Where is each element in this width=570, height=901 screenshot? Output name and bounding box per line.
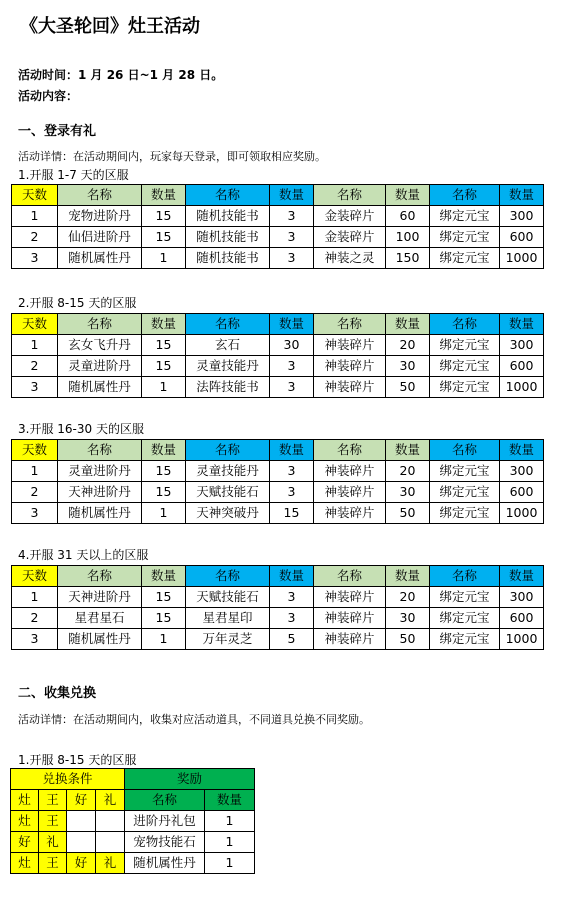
exchange-char-header: 灶 — [11, 790, 39, 811]
exchange-char-header: 好 — [67, 790, 96, 811]
table-cell: 神装碎片 — [314, 503, 386, 524]
exchange-reward-name: 进阶丹礼包 — [125, 811, 205, 832]
table-cell: 天赋技能石 — [186, 587, 270, 608]
table-cell: 1 — [12, 206, 58, 227]
table-header-cell: 数量 — [386, 566, 430, 587]
table-cell: 玄石 — [186, 335, 270, 356]
exchange-condition-cell: 灶 — [11, 811, 39, 832]
table-cell: 15 — [142, 356, 186, 377]
table-cell: 15 — [142, 227, 186, 248]
table-cell: 天赋技能石 — [186, 482, 270, 503]
table-cell: 15 — [142, 206, 186, 227]
exchange-condition-cell: 礼 — [96, 853, 125, 874]
table-cell: 神装之灵 — [314, 248, 386, 269]
table-cell: 随机属性丹 — [58, 503, 142, 524]
table-header-cell: 名称 — [58, 314, 142, 335]
table-row — [12, 335, 544, 356]
section-login-heading: 一、登录有礼 — [18, 124, 97, 139]
table-cell: 1000 — [500, 629, 544, 650]
table-cell: 灵童技能丹 — [186, 461, 270, 482]
table-cell: 3 — [12, 629, 58, 650]
exchange-condition-cell: 王 — [39, 853, 67, 874]
exchange-table-subtitle: 1.开服 8-15 天的区服 — [18, 753, 137, 767]
table-cell: 灵童进阶丹 — [58, 356, 142, 377]
table-cell: 1 — [12, 335, 58, 356]
table-cell: 绑定元宝 — [430, 335, 500, 356]
table-cell: 绑定元宝 — [430, 377, 500, 398]
table-header-cell: 数量 — [500, 440, 544, 461]
exchange-reward-qty: 1 — [205, 853, 255, 874]
table-row — [12, 206, 544, 227]
table-header-row — [12, 440, 544, 461]
page-title: 《大圣轮回》灶王活动 — [20, 16, 200, 37]
table-cell: 绑定元宝 — [430, 248, 500, 269]
table-cell: 50 — [386, 503, 430, 524]
table-cell: 30 — [270, 335, 314, 356]
table-cell: 3 — [12, 377, 58, 398]
login-table-subtitle: 2.开服 8-15 天的区服 — [18, 296, 137, 310]
table-cell: 神装碎片 — [314, 335, 386, 356]
table-row — [12, 227, 544, 248]
table-header-cell: 名称 — [430, 566, 500, 587]
table-row — [12, 248, 544, 269]
table-cell: 15 — [142, 587, 186, 608]
table-row — [12, 461, 544, 482]
table-cell: 金装碎片 — [314, 227, 386, 248]
table-cell: 1 — [142, 629, 186, 650]
table-cell: 300 — [500, 206, 544, 227]
table-row — [12, 629, 544, 650]
exchange-reward-name: 宠物技能石 — [125, 832, 205, 853]
table-header-cell: 天数 — [12, 566, 58, 587]
table-cell: 3 — [270, 356, 314, 377]
table-cell: 仙侣进阶丹 — [58, 227, 142, 248]
exchange-char-header: 王 — [39, 790, 67, 811]
table-cell: 15 — [142, 335, 186, 356]
table-cell: 绑定元宝 — [430, 482, 500, 503]
table-cell: 天神进阶丹 — [58, 587, 142, 608]
table-cell: 神装碎片 — [314, 629, 386, 650]
table-header-cell: 数量 — [270, 314, 314, 335]
table-cell: 15 — [142, 482, 186, 503]
table-header-cell: 名称 — [314, 566, 386, 587]
table-cell: 3 — [270, 248, 314, 269]
table-cell: 3 — [270, 206, 314, 227]
table-header-cell: 数量 — [270, 440, 314, 461]
table-cell: 2 — [12, 482, 58, 503]
table-cell: 法阵技能书 — [186, 377, 270, 398]
table-header-cell: 名称 — [430, 440, 500, 461]
table-header-cell: 数量 — [270, 185, 314, 206]
table-cell: 600 — [500, 227, 544, 248]
login-table-subtitle: 3.开服 16-30 天的区服 — [18, 422, 144, 436]
table-header-cell: 数量 — [142, 185, 186, 206]
table-cell: 随机属性丹 — [58, 377, 142, 398]
exchange-condition-cell: 好 — [67, 853, 96, 874]
table-cell: 随机技能书 — [186, 248, 270, 269]
table-cell: 绑定元宝 — [430, 503, 500, 524]
table-cell: 星君星石 — [58, 608, 142, 629]
table-cell: 1000 — [500, 377, 544, 398]
table-cell: 30 — [386, 356, 430, 377]
table-header-cell: 数量 — [500, 314, 544, 335]
table-row — [11, 853, 255, 874]
table-cell: 1000 — [500, 248, 544, 269]
table-cell: 绑定元宝 — [430, 608, 500, 629]
table-header-cell: 数量 — [270, 566, 314, 587]
table-cell: 3 — [270, 608, 314, 629]
table-cell: 1000 — [500, 503, 544, 524]
table-cell: 1 — [142, 503, 186, 524]
table-cell: 绑定元宝 — [430, 587, 500, 608]
table-cell: 随机属性丹 — [58, 629, 142, 650]
table-cell: 星君星印 — [186, 608, 270, 629]
section-exchange-detail: 活动详情：在活动期间内，收集对应活动道具，不同道具兑换不同奖励。 — [18, 713, 370, 726]
table-cell: 100 — [386, 227, 430, 248]
exchange-condition-cell: 好 — [11, 832, 39, 853]
exchange-condition-cell: 礼 — [39, 832, 67, 853]
table-row — [12, 503, 544, 524]
table-cell: 神装碎片 — [314, 587, 386, 608]
table-header-cell: 名称 — [430, 314, 500, 335]
table-cell: 绑定元宝 — [430, 461, 500, 482]
exchange-reward-header: 奖励 — [125, 769, 255, 790]
exchange-reward-qty: 1 — [205, 811, 255, 832]
exchange-condition-cell — [96, 832, 125, 853]
table-header-cell: 名称 — [186, 185, 270, 206]
exchange-reward-qty: 1 — [205, 832, 255, 853]
exchange-condition-cell: 王 — [39, 811, 67, 832]
table-cell: 300 — [500, 587, 544, 608]
table-row — [12, 356, 544, 377]
table-header-cell: 数量 — [386, 440, 430, 461]
table-cell: 神装碎片 — [314, 356, 386, 377]
table-row — [12, 587, 544, 608]
event-content-label: 活动内容： — [18, 89, 79, 103]
table-cell: 2 — [12, 356, 58, 377]
table-cell: 5 — [270, 629, 314, 650]
exchange-name-header: 名称 — [125, 790, 205, 811]
table-cell: 3 — [270, 377, 314, 398]
table-cell: 15 — [270, 503, 314, 524]
table-cell: 宠物进阶丹 — [58, 206, 142, 227]
table-cell: 15 — [142, 461, 186, 482]
table-cell: 150 — [386, 248, 430, 269]
table-cell: 天神进阶丹 — [58, 482, 142, 503]
exchange-qty-header: 数量 — [205, 790, 255, 811]
table-cell: 1 — [12, 461, 58, 482]
event-time: 活动时间：1 月 26 日~1 月 28 日。 — [18, 68, 224, 82]
table-row — [11, 811, 255, 832]
table-cell: 2 — [12, 608, 58, 629]
table-cell: 2 — [12, 227, 58, 248]
table-cell: 1 — [142, 248, 186, 269]
login-table-subtitle: 4.开服 31 天以上的区服 — [18, 548, 149, 562]
exchange-condition-cell — [67, 832, 96, 853]
table-row — [12, 377, 544, 398]
table-cell: 神装碎片 — [314, 461, 386, 482]
table-cell: 20 — [386, 587, 430, 608]
login-reward-table — [11, 439, 544, 524]
table-header-cell: 数量 — [142, 566, 186, 587]
table-header-cell: 名称 — [58, 440, 142, 461]
table-header-cell: 天数 — [12, 314, 58, 335]
table-header-cell: 数量 — [142, 314, 186, 335]
table-cell: 50 — [386, 629, 430, 650]
exchange-condition-cell: 灶 — [11, 853, 39, 874]
section-exchange-heading: 二、收集兑换 — [18, 686, 97, 701]
table-cell: 600 — [500, 356, 544, 377]
login-reward-table — [11, 313, 544, 398]
table-header-cell: 名称 — [314, 185, 386, 206]
section-login-detail: 活动详情：在活动期间内，玩家每天登录，即可领取相应奖励。 — [18, 150, 326, 163]
exchange-table — [10, 768, 255, 874]
table-cell: 600 — [500, 608, 544, 629]
table-cell: 3 — [12, 248, 58, 269]
table-header-cell: 名称 — [430, 185, 500, 206]
table-cell: 3 — [270, 461, 314, 482]
table-cell: 神装碎片 — [314, 377, 386, 398]
table-cell: 50 — [386, 377, 430, 398]
login-reward-table — [11, 184, 544, 269]
table-cell: 20 — [386, 461, 430, 482]
table-header-cell: 名称 — [186, 314, 270, 335]
table-cell: 神装碎片 — [314, 482, 386, 503]
exchange-char-header: 礼 — [96, 790, 125, 811]
table-cell: 随机技能书 — [186, 206, 270, 227]
table-row — [11, 832, 255, 853]
table-header-cell: 数量 — [386, 314, 430, 335]
table-header-cell: 名称 — [186, 566, 270, 587]
table-header-cell: 天数 — [12, 185, 58, 206]
table-header-cell: 名称 — [58, 185, 142, 206]
table-header-cell: 数量 — [500, 185, 544, 206]
table-header-cell: 名称 — [186, 440, 270, 461]
table-cell: 30 — [386, 482, 430, 503]
table-cell: 3 — [270, 587, 314, 608]
table-cell: 天神突破丹 — [186, 503, 270, 524]
table-cell: 20 — [386, 335, 430, 356]
table-cell: 3 — [12, 503, 58, 524]
table-cell: 绑定元宝 — [430, 356, 500, 377]
table-cell: 1 — [142, 377, 186, 398]
login-reward-table — [11, 565, 544, 650]
table-cell: 1 — [12, 587, 58, 608]
table-header-cell: 数量 — [386, 185, 430, 206]
table-cell: 3 — [270, 227, 314, 248]
table-cell: 金装碎片 — [314, 206, 386, 227]
table-header-cell: 名称 — [58, 566, 142, 587]
table-cell: 30 — [386, 608, 430, 629]
table-cell: 600 — [500, 482, 544, 503]
table-header-row — [12, 566, 544, 587]
table-cell: 绑定元宝 — [430, 629, 500, 650]
table-cell: 随机技能书 — [186, 227, 270, 248]
table-row — [12, 608, 544, 629]
table-row — [12, 482, 544, 503]
table-header-cell: 名称 — [314, 314, 386, 335]
table-cell: 灵童进阶丹 — [58, 461, 142, 482]
table-cell: 玄女飞升丹 — [58, 335, 142, 356]
exchange-condition-cell — [67, 811, 96, 832]
table-cell: 灵童技能丹 — [186, 356, 270, 377]
table-cell: 60 — [386, 206, 430, 227]
table-cell: 绑定元宝 — [430, 227, 500, 248]
table-header-row — [12, 185, 544, 206]
table-cell: 300 — [500, 461, 544, 482]
table-cell: 15 — [142, 608, 186, 629]
table-header-cell: 数量 — [500, 566, 544, 587]
exchange-condition-header: 兑换条件 — [11, 769, 125, 790]
table-cell: 300 — [500, 335, 544, 356]
table-header-cell: 名称 — [314, 440, 386, 461]
table-cell: 神装碎片 — [314, 608, 386, 629]
table-cell: 万年灵芝 — [186, 629, 270, 650]
exchange-condition-cell — [96, 811, 125, 832]
table-header-cell: 数量 — [142, 440, 186, 461]
table-cell: 绑定元宝 — [430, 206, 500, 227]
table-header-row — [12, 314, 544, 335]
table-cell: 随机属性丹 — [58, 248, 142, 269]
table-header-cell: 天数 — [12, 440, 58, 461]
table-cell: 3 — [270, 482, 314, 503]
login-table-subtitle: 1.开服 1-7 天的区服 — [18, 168, 129, 182]
exchange-reward-name: 随机属性丹 — [125, 853, 205, 874]
